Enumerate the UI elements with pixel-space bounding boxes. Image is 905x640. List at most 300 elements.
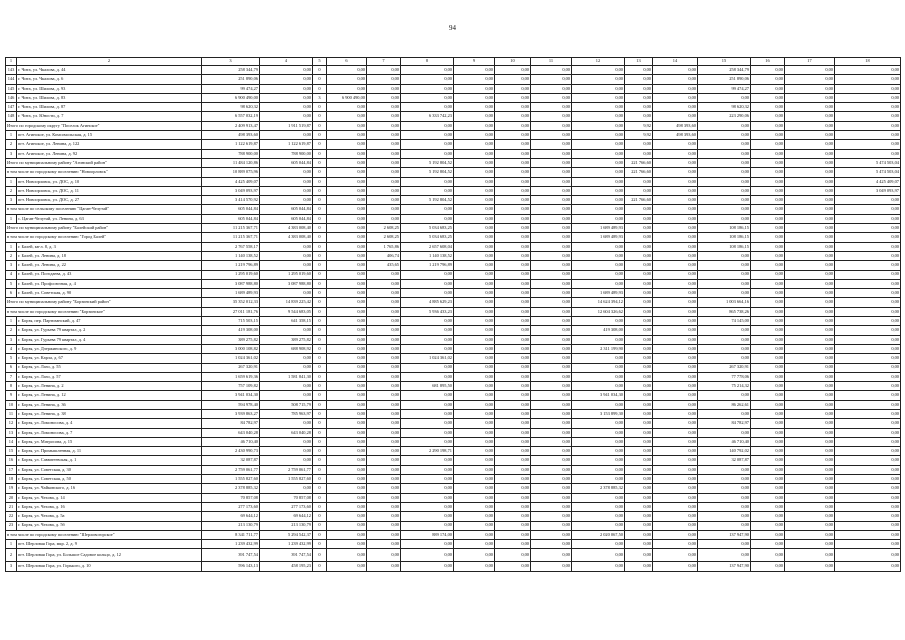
value-cell: 0,00 — [698, 121, 751, 130]
value-cell: 0,00 — [625, 140, 653, 149]
value-cell: 0,00 — [751, 530, 785, 539]
value-cell: 3 — [313, 93, 327, 102]
value-cell: 0,00 — [367, 428, 401, 437]
subtotal-label: в том числе по городскому поселению "Город Балей" — [6, 233, 202, 242]
value-cell: 0,00 — [835, 400, 901, 409]
address-cell: пгт. Шерловая Гора, ул. Горького, д. 10 — [17, 562, 202, 571]
value-cell: 0,00 — [260, 196, 313, 205]
value-cell: 0,00 — [531, 168, 572, 177]
value-cell: 0,00 — [401, 289, 454, 298]
value-cell: 0 — [313, 493, 327, 502]
table-row — [6, 475, 901, 484]
value-cell: 0,00 — [751, 270, 785, 279]
value-cell: 0,00 — [454, 465, 495, 474]
table-row — [6, 549, 901, 562]
value-cell: 0,00 — [572, 521, 625, 530]
value-cell: 0,00 — [495, 335, 531, 344]
value-cell: 0,00 — [367, 344, 401, 353]
value-cell: 0,00 — [454, 233, 495, 242]
value-cell: 0,00 — [454, 354, 495, 363]
value-cell: 0,00 — [531, 484, 572, 493]
value-cell: 0,00 — [698, 140, 751, 149]
value-cell: 0,00 — [785, 409, 835, 418]
table-row — [6, 149, 901, 158]
row-number: 6 — [6, 363, 17, 372]
value-cell: 0 — [313, 214, 327, 223]
value-cell: 0 — [313, 224, 327, 233]
value-cell: 0,00 — [367, 214, 401, 223]
table-row — [6, 562, 901, 571]
value-cell: 0,00 — [495, 372, 531, 381]
value-cell: 641 358,15 — [260, 317, 313, 326]
value-cell: 0 — [313, 428, 327, 437]
address-cell: г. Борзя, ул. Советская, д. 50 — [17, 475, 202, 484]
value-cell: 0,00 — [653, 447, 698, 456]
value-cell: 5 034 683,25 — [401, 224, 454, 233]
value-cell: 0,00 — [531, 103, 572, 112]
value-cell: 267 320,91 — [698, 363, 751, 372]
value-cell: 0,00 — [572, 196, 625, 205]
value-cell: 0,00 — [495, 391, 531, 400]
value-cell: 0 — [313, 363, 327, 372]
table-row — [6, 484, 901, 493]
value-cell: 0,00 — [653, 562, 698, 571]
value-cell: 0,00 — [625, 512, 653, 521]
value-cell: 0,00 — [531, 391, 572, 400]
value-cell: 0,00 — [531, 326, 572, 335]
row-number: 11 — [6, 409, 17, 418]
value-cell: 0,00 — [531, 131, 572, 140]
row-number: 15 — [6, 447, 17, 456]
value-cell: 0,00 — [454, 521, 495, 530]
value-cell: 0,00 — [454, 261, 495, 270]
value-cell: 0,00 — [751, 382, 785, 391]
value-cell: 0,00 — [835, 344, 901, 353]
value-cell: 1 689 489,93 — [572, 224, 625, 233]
value-cell: 0,00 — [751, 233, 785, 242]
value-cell: 0 — [313, 84, 327, 93]
value-cell: 0,00 — [327, 447, 367, 456]
value-cell: 0 — [313, 326, 327, 335]
value-cell: 0,00 — [785, 168, 835, 177]
value-cell: 0,00 — [625, 335, 653, 344]
value-cell: 0,00 — [698, 251, 751, 260]
value-cell: 0,00 — [454, 317, 495, 326]
value-cell: 2 409 913,47 — [202, 121, 260, 130]
subtotal-row — [6, 121, 901, 130]
value-cell: 0,00 — [572, 66, 625, 75]
value-cell: 0,00 — [367, 437, 401, 446]
value-cell: 0,00 — [531, 84, 572, 93]
address-cell: г. Борзя, ул. Лазо, д. 57 — [17, 372, 202, 381]
value-cell: 0,00 — [531, 140, 572, 149]
value-cell: 1 140 138,52 — [401, 251, 454, 260]
value-cell: 0,00 — [751, 279, 785, 288]
row-number: 4 — [6, 270, 17, 279]
value-cell: 0,00 — [572, 419, 625, 428]
value-cell: 0,00 — [401, 186, 454, 195]
value-cell: 5 936 433,23 — [401, 307, 454, 316]
value-cell: 0,00 — [653, 354, 698, 363]
value-cell: 788 900,00 — [260, 149, 313, 158]
row-number: 21 — [6, 502, 17, 511]
value-cell: 0,00 — [327, 177, 367, 186]
value-cell: 0,00 — [785, 66, 835, 75]
column-number: 10 — [495, 58, 531, 66]
value-cell: 0,00 — [625, 214, 653, 223]
value-cell: 0,00 — [785, 465, 835, 474]
value-cell: 1 555 827,60 — [202, 475, 260, 484]
value-cell: 0,00 — [454, 112, 495, 121]
value-cell: 0,00 — [572, 549, 625, 562]
value-cell: 137 947,90 — [698, 530, 751, 539]
value-cell: 0,00 — [495, 298, 531, 307]
value-cell: 0,00 — [751, 131, 785, 140]
value-cell: 0,00 — [785, 186, 835, 195]
row-number: 1 — [6, 540, 17, 549]
value-cell: 0,00 — [401, 363, 454, 372]
row-number: 3 — [6, 261, 17, 270]
value-cell: 0,00 — [625, 475, 653, 484]
value-cell: 4 383 008,40 — [260, 224, 313, 233]
column-number: 9 — [454, 58, 495, 66]
value-cell: 0,00 — [260, 251, 313, 260]
address-cell: пгт. Новоорловск, ул. ДОС, д. 27 — [17, 196, 202, 205]
value-cell: 2 657 608,04 — [401, 242, 454, 251]
value-cell: 0,00 — [785, 335, 835, 344]
value-cell: 86 262,61 — [698, 400, 751, 409]
value-cell: 0,00 — [531, 354, 572, 363]
value-cell: 0,00 — [698, 177, 751, 186]
value-cell: 0,00 — [835, 84, 901, 93]
value-cell: 0,00 — [653, 382, 698, 391]
value-cell: 0,00 — [751, 214, 785, 223]
value-cell: 0,00 — [327, 84, 367, 93]
value-cell: 0,00 — [401, 549, 454, 562]
value-cell: 137 947,90 — [698, 562, 751, 571]
value-cell: 69 644,12 — [202, 512, 260, 521]
value-cell: 0,00 — [625, 251, 653, 260]
value-cell: 0,00 — [531, 242, 572, 251]
value-cell: 0,00 — [572, 131, 625, 140]
row-number: 4 — [6, 344, 17, 353]
value-cell: 0,00 — [653, 465, 698, 474]
value-cell: 0,00 — [785, 391, 835, 400]
value-cell: 0,00 — [327, 354, 367, 363]
value-cell: 0,00 — [751, 502, 785, 511]
column-number: 11 — [531, 58, 572, 66]
value-cell: 0,00 — [495, 428, 531, 437]
value-cell: 0,00 — [401, 317, 454, 326]
value-cell: 0,00 — [785, 419, 835, 428]
value-cell: 74 145,00 — [698, 317, 751, 326]
table-row — [6, 131, 901, 140]
value-cell: 788 900,00 — [202, 149, 260, 158]
value-cell: 0,00 — [367, 447, 401, 456]
value-cell: 0,00 — [698, 335, 751, 344]
value-cell: 0,00 — [625, 363, 653, 372]
value-cell: 0,00 — [495, 205, 531, 214]
value-cell: 0,00 — [751, 326, 785, 335]
value-cell: 1 295 019,60 — [202, 270, 260, 279]
value-cell: 0,00 — [531, 224, 572, 233]
value-cell: 0,00 — [572, 205, 625, 214]
value-cell: 0,00 — [327, 521, 367, 530]
value-cell: 0,00 — [367, 66, 401, 75]
value-cell: 0,00 — [401, 502, 454, 511]
row-number: 5 — [6, 279, 17, 288]
value-cell: 508 715,79 — [260, 400, 313, 409]
value-cell: 688 908,92 — [260, 344, 313, 353]
value-cell: 108 186,15 — [698, 233, 751, 242]
value-cell: 0,00 — [401, 75, 454, 84]
value-cell: 0,00 — [367, 484, 401, 493]
value-cell: 0,00 — [367, 103, 401, 112]
value-cell: 0,00 — [572, 502, 625, 511]
value-cell: 0,00 — [572, 84, 625, 93]
value-cell: 0 — [313, 103, 327, 112]
capital-repair-table — [5, 57, 901, 572]
value-cell: 0,00 — [367, 521, 401, 530]
subtotal-row — [6, 298, 901, 307]
row-number: 17 — [6, 465, 17, 474]
value-cell: 0,00 — [653, 521, 698, 530]
address-cell: г. Балей, ул. Ленина, д. 22 — [17, 261, 202, 270]
value-cell: 0,00 — [572, 158, 625, 167]
value-cell: 0,00 — [495, 158, 531, 167]
subtotal-label: в том числе по городскому поселению "Шерловогорское" — [6, 530, 202, 539]
value-cell: 0,00 — [495, 131, 531, 140]
table-row — [6, 251, 901, 260]
value-cell: 0,00 — [367, 196, 401, 205]
value-cell: 1 239 432,99 — [202, 540, 260, 549]
table-row — [6, 363, 901, 372]
value-cell: 0,00 — [454, 270, 495, 279]
value-cell: 0,00 — [531, 112, 572, 121]
value-cell: 5 474 503,04 — [835, 158, 901, 167]
address-cell: пгт. Шерловая Гора, ул. Большое Садовое кольцо, д. 12 — [17, 549, 202, 562]
value-cell: 0,00 — [327, 75, 367, 84]
value-cell: 0,00 — [495, 465, 531, 474]
value-cell: 0,00 — [698, 391, 751, 400]
value-cell: 0,00 — [327, 549, 367, 562]
value-cell: 0 — [313, 391, 327, 400]
value-cell: 0,00 — [367, 168, 401, 177]
value-cell: 0,00 — [835, 372, 901, 381]
value-cell: 0,00 — [785, 447, 835, 456]
value-cell: 1 689 489,93 — [572, 289, 625, 298]
value-cell: 0,00 — [625, 372, 653, 381]
value-cell: 11 215 367,71 — [202, 233, 260, 242]
value-cell: 605 044,84 — [260, 214, 313, 223]
value-cell: 0,00 — [751, 419, 785, 428]
value-cell: 0,00 — [785, 214, 835, 223]
value-cell: 0,00 — [531, 196, 572, 205]
value-cell: 0 — [313, 75, 327, 84]
value-cell: 2 608,25 — [367, 224, 401, 233]
value-cell: 0,00 — [327, 149, 367, 158]
value-cell: 0,00 — [785, 289, 835, 298]
value-cell: 0,00 — [698, 549, 751, 562]
value-cell: 0,00 — [531, 251, 572, 260]
value-cell: 0,00 — [327, 382, 367, 391]
value-cell: 0,00 — [495, 512, 531, 521]
value-cell: 0,00 — [835, 93, 901, 102]
value-cell: 0 — [313, 177, 327, 186]
value-cell: 0,00 — [785, 530, 835, 539]
value-cell: 0,00 — [653, 530, 698, 539]
value-cell: 0,00 — [572, 428, 625, 437]
value-cell: 0 — [313, 475, 327, 484]
value-cell: 0,00 — [785, 326, 835, 335]
value-cell: 785 963,97 — [260, 409, 313, 418]
value-cell: 0,00 — [454, 149, 495, 158]
value-cell: 0,00 — [785, 121, 835, 130]
value-cell: 0,00 — [531, 270, 572, 279]
value-cell: 2 759 061,77 — [202, 465, 260, 474]
address-cell: г. Борзя, ул. Ломоносова, д. 4 — [17, 419, 202, 428]
value-cell: 0,00 — [653, 270, 698, 279]
column-number: 3 — [202, 58, 260, 66]
value-cell: 0,00 — [653, 103, 698, 112]
value-cell: 0,00 — [454, 456, 495, 465]
value-cell: 5 474 503,04 — [835, 168, 901, 177]
value-cell: 0,00 — [454, 372, 495, 381]
value-cell: 0,00 — [531, 177, 572, 186]
value-cell: 0,00 — [367, 530, 401, 539]
value-cell: 0,00 — [531, 233, 572, 242]
value-cell: 0,00 — [698, 196, 751, 205]
value-cell: 0,00 — [625, 298, 653, 307]
value-cell: 4 383 008,40 — [260, 233, 313, 242]
value-cell: 0,00 — [835, 409, 901, 418]
row-number: 2 — [6, 251, 17, 260]
value-cell: 0,00 — [835, 521, 901, 530]
table-row — [6, 512, 901, 521]
value-cell: 0,00 — [653, 84, 698, 93]
value-cell: 5 192 804,52 — [401, 196, 454, 205]
value-cell: 419 308,00 — [572, 326, 625, 335]
table-row — [6, 177, 901, 186]
value-cell: 0,00 — [495, 270, 531, 279]
value-cell: 0,00 — [260, 326, 313, 335]
value-cell: 0 — [313, 530, 327, 539]
value-cell: 0,00 — [653, 437, 698, 446]
address-cell: г. Чита, ул. Юности, д. 7 — [17, 112, 202, 121]
value-cell: 0,00 — [260, 447, 313, 456]
value-cell: 0,00 — [785, 493, 835, 502]
value-cell: 0,00 — [751, 251, 785, 260]
value-cell: 3 087 988,80 — [260, 279, 313, 288]
value-cell: 0,00 — [653, 326, 698, 335]
value-cell: 0,00 — [401, 149, 454, 158]
address-cell: г. Борзя, ул. Савватеевская, д. 1 — [17, 456, 202, 465]
value-cell: 0 — [313, 409, 327, 418]
value-cell: 1 219 796,89 — [202, 261, 260, 270]
address-cell: г. Борзя, ул. Гурьева 79 квартал, д. 2 — [17, 326, 202, 335]
value-cell: 0,00 — [653, 242, 698, 251]
value-cell: 0,00 — [785, 540, 835, 549]
table-row — [6, 400, 901, 409]
value-cell: 4 885 629,23 — [401, 298, 454, 307]
row-number: 6 — [6, 289, 17, 298]
value-cell: 0,00 — [401, 344, 454, 353]
value-cell: 0,00 — [401, 66, 454, 75]
value-cell: 594 978,40 — [202, 400, 260, 409]
value-cell: 0,00 — [367, 382, 401, 391]
value-cell: 0,00 — [751, 465, 785, 474]
value-cell: 0,00 — [625, 205, 653, 214]
address-cell: г. Борзя, ул. Ленина, д. 36 — [17, 400, 202, 409]
value-cell: 0,00 — [495, 493, 531, 502]
value-cell: 0,00 — [625, 84, 653, 93]
value-cell: 0,00 — [572, 75, 625, 84]
value-cell: 0,00 — [260, 177, 313, 186]
value-cell: 0,00 — [495, 447, 531, 456]
value-cell: 0,00 — [495, 456, 531, 465]
address-cell: г. Чита, ул. Шилова, д. 83 — [17, 93, 202, 102]
value-cell: 0 — [313, 549, 327, 562]
table-row — [6, 335, 901, 344]
value-cell: 0,00 — [531, 363, 572, 372]
value-cell: 0,00 — [835, 484, 901, 493]
value-cell: 0,00 — [751, 437, 785, 446]
row-number: 147 — [6, 103, 17, 112]
table-row — [6, 140, 901, 149]
value-cell: 0,00 — [625, 242, 653, 251]
value-cell: 0,00 — [495, 103, 531, 112]
table-row — [6, 465, 901, 474]
value-cell: 0,00 — [401, 521, 454, 530]
value-cell: 0,00 — [454, 168, 495, 177]
value-cell: 0,00 — [653, 289, 698, 298]
value-cell: 1 555 827,60 — [260, 475, 313, 484]
value-cell: 0,00 — [454, 409, 495, 418]
value-cell: 0,00 — [751, 493, 785, 502]
column-number: 14 — [653, 58, 698, 66]
value-cell: 221 766,60 — [625, 158, 653, 167]
value-cell: 0 — [313, 149, 327, 158]
row-number: 14 — [6, 437, 17, 446]
value-cell: 605 044,84 — [202, 205, 260, 214]
value-cell: 0,00 — [751, 335, 785, 344]
value-cell: 0,00 — [835, 562, 901, 571]
value-cell: 0,00 — [531, 158, 572, 167]
value-cell: 0,00 — [835, 354, 901, 363]
value-cell: 0,00 — [835, 224, 901, 233]
table-row — [6, 502, 901, 511]
value-cell: 0,00 — [625, 530, 653, 539]
value-cell: 0,00 — [401, 400, 454, 409]
value-cell: 0,00 — [572, 214, 625, 223]
value-cell: 0,00 — [751, 391, 785, 400]
address-cell: г. Борзя, ул. Дзержинского, д. 9 — [17, 344, 202, 353]
value-cell: 0,00 — [785, 84, 835, 93]
value-cell: 0,00 — [785, 112, 835, 121]
value-cell: 0,00 — [531, 335, 572, 344]
value-cell: 0 — [313, 66, 327, 75]
value-cell: 0,00 — [751, 562, 785, 571]
value-cell: 0,00 — [401, 456, 454, 465]
address-cell: пгт. Агинское, ул. Ленина, д. 122 — [17, 140, 202, 149]
value-cell: 1 122 619,87 — [202, 140, 260, 149]
value-cell: 0,00 — [653, 177, 698, 186]
value-cell: 0,00 — [401, 419, 454, 428]
value-cell: 0,00 — [327, 121, 367, 130]
value-cell: 0,00 — [495, 307, 531, 316]
subtotal-label: в том числе по городскому поселению "Новоорловск" — [6, 168, 202, 177]
table-body — [6, 58, 901, 572]
